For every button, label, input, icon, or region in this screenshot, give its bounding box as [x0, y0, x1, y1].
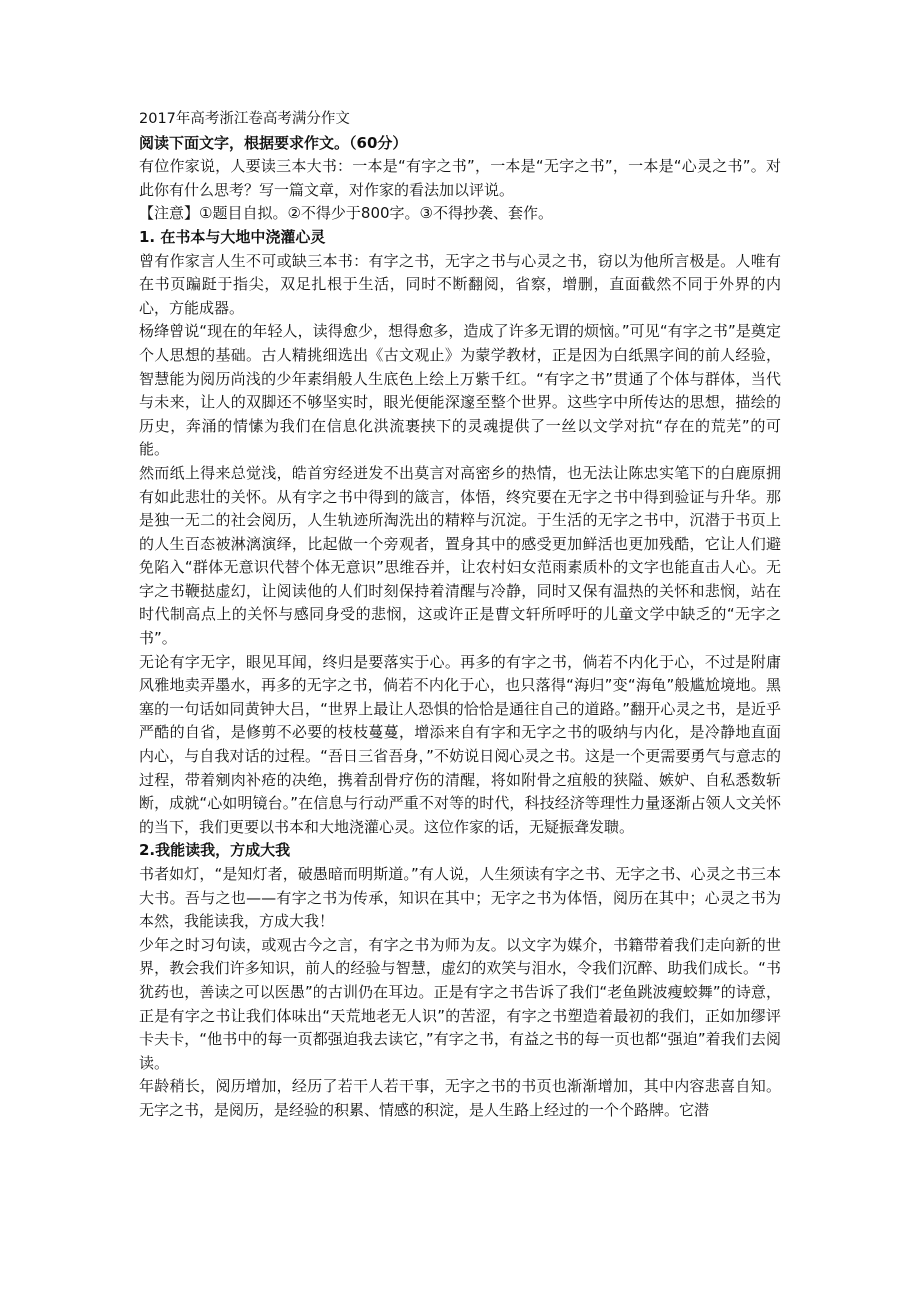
- instruction-text: 阅读下面文字，根据要求作文。（60分）: [139, 133, 408, 152]
- essay2-paragraph: 书者如灯，“是知灯者，破愚暗而明斯道。”有人说，人生须读有字之书、无字之书、心灵之书三本大书。吾与之也——有字之书为传承，知识在其中；无字之书为体悟，阅历在其中；心灵之书为本然，我能读我，方成大我！: [139, 865, 781, 931]
- essay1-paragraph: 无论有字无字，眼见耳闻，终归是要落实于心。再多的有字之书，倘若不内化于心，不过是附庸风雅地卖弄墨水，再多的无字之书，倘若不内化于心，也只落得“海归”变“海龟”般尴尬境地。黑塞的一句话如同黄钟大吕，“世界上最让人恐惧的恰恰是通往自己的道路。”翻开心灵之书，是近乎严酷的自省，是修剪不必要的枝枝蔓蔓，增添来自有字和无字之书的吸纳与内化，是冷静地直面内心，与自我对话的过程。“吾日三省吾身，”不妨说日阅心灵之书。这是一个更需要勇气与意志的过程，带着剜肉补疮的决绝，携着刮骨疗伤的清醒，将如附骨之疽般的狭隘、嫉妒、自私悉数斩断，成就“心如明镜台。”在信息与行动严重不对等的时代，科技经济等理性力量逐渐占领人文关怀的当下，我们更要以书本和大地浇灌心灵。这位作家的话，无疑振聋发聩。: [139, 652, 781, 836]
- essay2-paragraph: 少年之时习句读，或观古今之言，有字之书为师为友。以文字为媒介，书籍带着我们走向新的世界，教会我们许多知识，前人的经验与智慧，虚幻的欢笑与泪水，令我们沉醉、助我们成长。“书犹药也，善读之可以医愚”的古训仍在耳边。正是有字之书告诉了我们“老鱼跳波瘦蛟舞”的诗意，正是有字之书让我们体味出“天荒地老无人识”的苦涩，有字之书塑造着最初的我们，正如加缪评卡夫卡，“他书中的每一页都强迫我去读它，”有字之书，有益之书的每一页也都“强迫”着我们去阅读。: [139, 935, 781, 1072]
- document-page: [139, 108, 781, 1123]
- essay2-heading: 2.我能读我，方成大我: [139, 841, 291, 860]
- essay1-heading: 1. 在书本与大地中浇灌心灵: [139, 227, 326, 246]
- essay1-paragraph: 杨绛曾说“现在的年轻人，读得愈少，想得愈多，造成了许多无谓的烦恼。”可见“有字之书”是奠定个人思想的基础。古人精挑细选出《古文观止》为蒙学教材，正是因为白纸黑字间的前人经验，智慧能为阅历尚浅的少年素绢般人生底色上绘上万紫千红。“有字之书”贯通了个体与群体，当代与未来，让人的双脚还不够坚实时，眼光便能深邃至整个世界。这些字中所传达的思想，描绘的历史，奔涌的情愫为我们在信息化洪流裹挟下的灵魂提供了一丝以文学对抗“存在的荒芜”的可能。: [139, 322, 781, 459]
- essay1-paragraph: 然而纸上得来总觉浅，皓首穷经迸发不出莫言对高密乡的热情，也无法让陈忠实笔下的白鹿原拥有如此悲壮的关怀。从有字之书中得到的箴言，体悟，终究要在无字之书中得到验证与升华。那是独一无二的社会阅历，人生轨迹所淘洗出的精粹与沉淀。于生活的无字之书中，沉潜于书页上的人生百态被淋漓演绎，比起做一个旁观者，置身其中的感受更加鲜活也更加残酷，它让人们避免陷入“群体无意识代替个体无意识”思维吞并，让农村妇女范雨素质朴的文字也能直击人心。无字之书鞭挞虚幻，让阅读他的人们时刻保持着清醒与冷静，同时又保有温热的关怀和悲悯，站在时代制高点上的关怀与感同身受的悲悯，这或许正是曹文轩所呼吁的儿童文学中缺乏的“无字之书”。: [139, 463, 781, 648]
- essay2-paragraph: 年龄稍长，阅历增加，经历了若干人若干事，无字之书的书页也渐渐增加，其中内容悲喜自知。无字之书，是阅历，是经验的积累、情感的积淀，是人生路上经过的一个个路牌。它潜: [139, 1077, 781, 1119]
- notice-text: 【注意】①题目自拟。②不得少于800字。③不得抄袭、套作。: [139, 204, 553, 223]
- essay1-paragraph: 曾有作家言人生不可或缺三本书：有字之书，无字之书与心灵之书，窃以为他所言极是。人唯有在书页蹁跹于指尖，双足扎根于生活，同时不断翻阅，省察，增删，直面截然不同于外界的内心，方能成器。: [139, 251, 781, 317]
- prompt-text: 有位作家说，人要读三本大书：一本是“有字之书”，一本是“无字之书”，一本是“心灵之书”。对此你有什么思考？写一篇文章，对作家的看法加以评说。: [139, 157, 781, 199]
- document-title: 2017年高考浙江卷高考满分作文: [139, 111, 350, 127]
